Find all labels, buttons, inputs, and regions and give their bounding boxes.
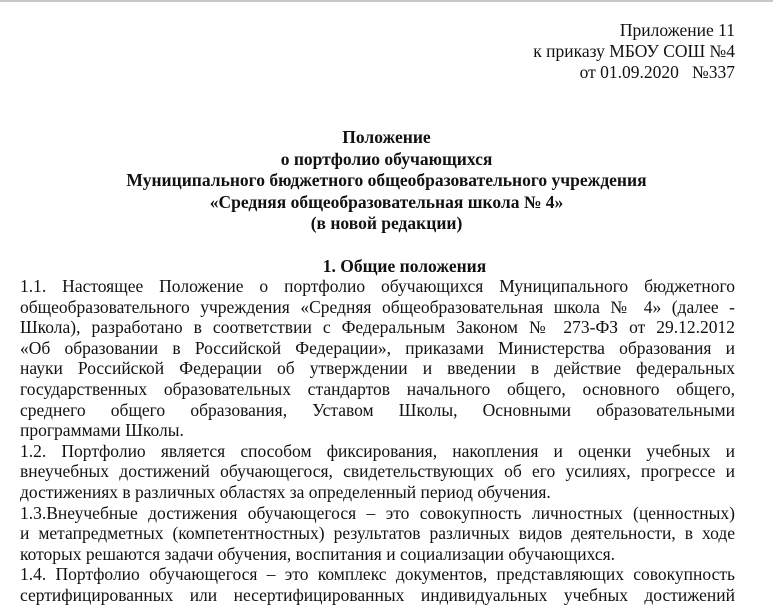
attachment-order-ref: к приказу МБОУ СОШ №4: [533, 41, 735, 61]
attachment-order-date: от 01.09.2020 №337: [579, 62, 735, 82]
page-top-border: [0, 0, 773, 2]
text-line: Школа), разработано в соответствии с Федеральным Законом № 273-ФЗ от 29.12.2012: [20, 317, 735, 338]
text-line: 1.1. Настоящее Положение о портфолио обучающихся Муниципального бюджетного: [20, 276, 735, 296]
text-line: 1.2. Портфолио является способом фиксирования, накопления и оценки учебных и: [20, 440, 735, 461]
title-line: «Средняя общеобразовательная школа № 4»: [209, 191, 564, 212]
section-heading: 1. Общие положения: [322, 256, 487, 276]
paragraph-1-3: [20, 503, 735, 565]
text-line: и метапредметных (компетентностных) результатов различных видов деятельности, в ходе: [20, 523, 735, 544]
paragraph-1-1: [20, 276, 735, 441]
text-line: программами Школы.: [20, 420, 184, 441]
text-line: сертифицированных или несертифицированных индивидуальных учебных достижений: [20, 584, 735, 605]
text-line: «Об образовании в Российской Федерации», приказами Министерства образования и: [20, 337, 735, 358]
text-line: 1.4. Портфолио обучающегося – это комплекс документов, представляющих совокупность: [20, 564, 735, 585]
title-line: о портфолио обучающихся: [280, 148, 493, 169]
attachment-header: [533, 20, 735, 83]
paragraph-1-4: [20, 564, 735, 605]
document-title: [0, 127, 773, 235]
text-line: которых решаются задачи обучения, воспитания и социализации обучающихся.: [20, 543, 616, 564]
title-line: Муниципального бюджетного общеобразовательного учреждения: [126, 170, 647, 190]
text-line: достижениях в различных областях за определенный период обучения.: [20, 481, 551, 502]
section-body: [20, 276, 735, 606]
text-line: науки Российской Федерации об утверждении и введении в действие федеральных: [20, 358, 735, 379]
text-line: 1.3.Внеучебные достижения обучающегося – это совокупность личностных (ценностных): [20, 502, 735, 523]
title-line: Положение: [342, 127, 431, 147]
paragraph-1-2: [20, 441, 735, 503]
title-line: (в новой редакции): [310, 213, 463, 233]
text-line: среднего общего образования, Уставом Школы, Основными образовательными: [20, 399, 735, 420]
text-line: государственных образовательных стандартов начального общего, основного общего,: [20, 378, 735, 399]
attachment-number: Приложение 11: [619, 20, 735, 40]
text-line: внеучебных достижений обучающегося, свидетельствующих об его усилиях, прогрессе и: [20, 461, 735, 482]
text-line: общеобразовательного учреждения «Средняя общеобразовательная школа № 4» (далее -: [20, 296, 735, 317]
